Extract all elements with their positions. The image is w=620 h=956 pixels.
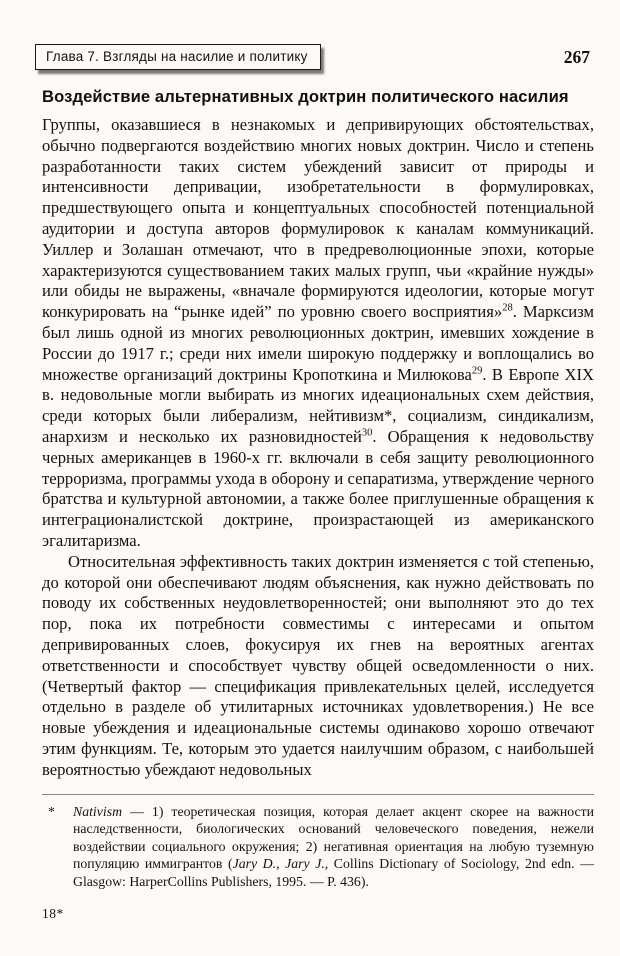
footnote-citation-authors: Jary D., Jary J., [232, 856, 329, 872]
footnote-term: Nativism [73, 803, 123, 819]
paragraph-1-text-c: . В Европе XIX в. недовольные могли выбирать из многих идеациональных схем действия, среди которых были либерализм, нейтивизм [42, 364, 594, 426]
footnote-marker: * [48, 803, 55, 819]
running-head [35, 44, 594, 70]
page-number: 267 [563, 46, 590, 67]
footnote-ref-30: 30 [361, 427, 373, 439]
paragraph-1 [42, 115, 594, 552]
paragraph-1-text-d: , социализм, синдикализм, анархизм и несколько их разновидностей [42, 406, 594, 446]
footnote-ref-29: 29 [471, 365, 483, 377]
paragraph-1-text-a: Группы, оказавшиеся в незнакомых и депривирующих обстоятельствах, обычно подвергаются воздействию многих новых доктрин. Число и степень разработанности таких систем убеждений зависит от природы и интенсивности депривации, изобретательности в формулировках, предшествующего опыта и концептуальных способностей потенциальной аудитории и доступа авторов формулировок к каналам коммуникаций. Уиллер и Золашан отмечают, что в предреволюционные эпохи, которые характеризуются существованием таких малых групп, чьи «крайние нужды» или обиды не выражены, «вначале формируются идеологии, которые могут конкурировать на “рынке идей” по уровню своего восприятия» [42, 115, 594, 322]
footnote-ref-asterisk: * [383, 406, 393, 426]
paragraph-1-text-b: . Марксизм был лишь одной из многих революционных доктрин, имевших хождение в России до 1917 г.; среди них имели широкую поддержку и воплощались во множестве организаций доктрины Кропоткина и Милюкова [42, 302, 595, 384]
footnote-text [73, 803, 594, 891]
footnote [42, 803, 594, 891]
body-text-block [42, 115, 594, 781]
footnote-body-1: — 1) теоретическая позиция, которая делает акцент скорее на важности наследственности, биологических оснований человеческого поведения, нежели воздействии социального окружения; 2) негативная ориентация на любую туземную популяцию иммигрантов ( [73, 803, 594, 872]
chapter-title: Глава 7. Взгляды на насилие и политику [46, 49, 308, 64]
footnote-separator [42, 794, 594, 795]
footnote-ref-28: 28 [502, 302, 513, 314]
footnote-body-2: Collins Dictionary of Sociology, 2nd edn. — Glasgow: HarperCollins Publishers, 1995. — P. 436). [73, 856, 595, 889]
paragraph-2: Относительная эффективность таких доктрин изменяется с той степенью, до которой они обеспечивают людям объяснения, как нужно действовать по поводу их собственных неудовлетворенностей; они выполняют это до тех пор, пока их потребности совместимы с интересами и опытом депривированных слоев, фокусируя их гнев на вероятных агентах ответственности и способствует чувству общей осведомленности о них. (Четвертый фактор — спецификация привлекательных целей, исследуется отдельно в разделе об утилитарных источниках удовлетворения.) Не все новые убеждения и идеациональные системы одинаково хорошо отвечают этим функциям. Те, которым это удается наилучшим образом, с наибольшей вероятностью убеждают недовольных [42, 551, 594, 779]
printers-signature-mark: 18* [42, 906, 64, 921]
chapter-title-box [35, 44, 321, 70]
paragraph-1-text-e: . Обращения к недовольству черных американцев в 1960-х гг. включали в себя защиту революционного терроризма, программы ухода в оборону и сепаратизма, утверждение черного братства и культурной автономии, а также более приглушенные обращения к интеграционалистской доктрине, произрастающей из американского эгалитаризма. [42, 426, 594, 550]
section-heading: Воздействие альтернативных доктрин политического насилия [42, 87, 569, 106]
